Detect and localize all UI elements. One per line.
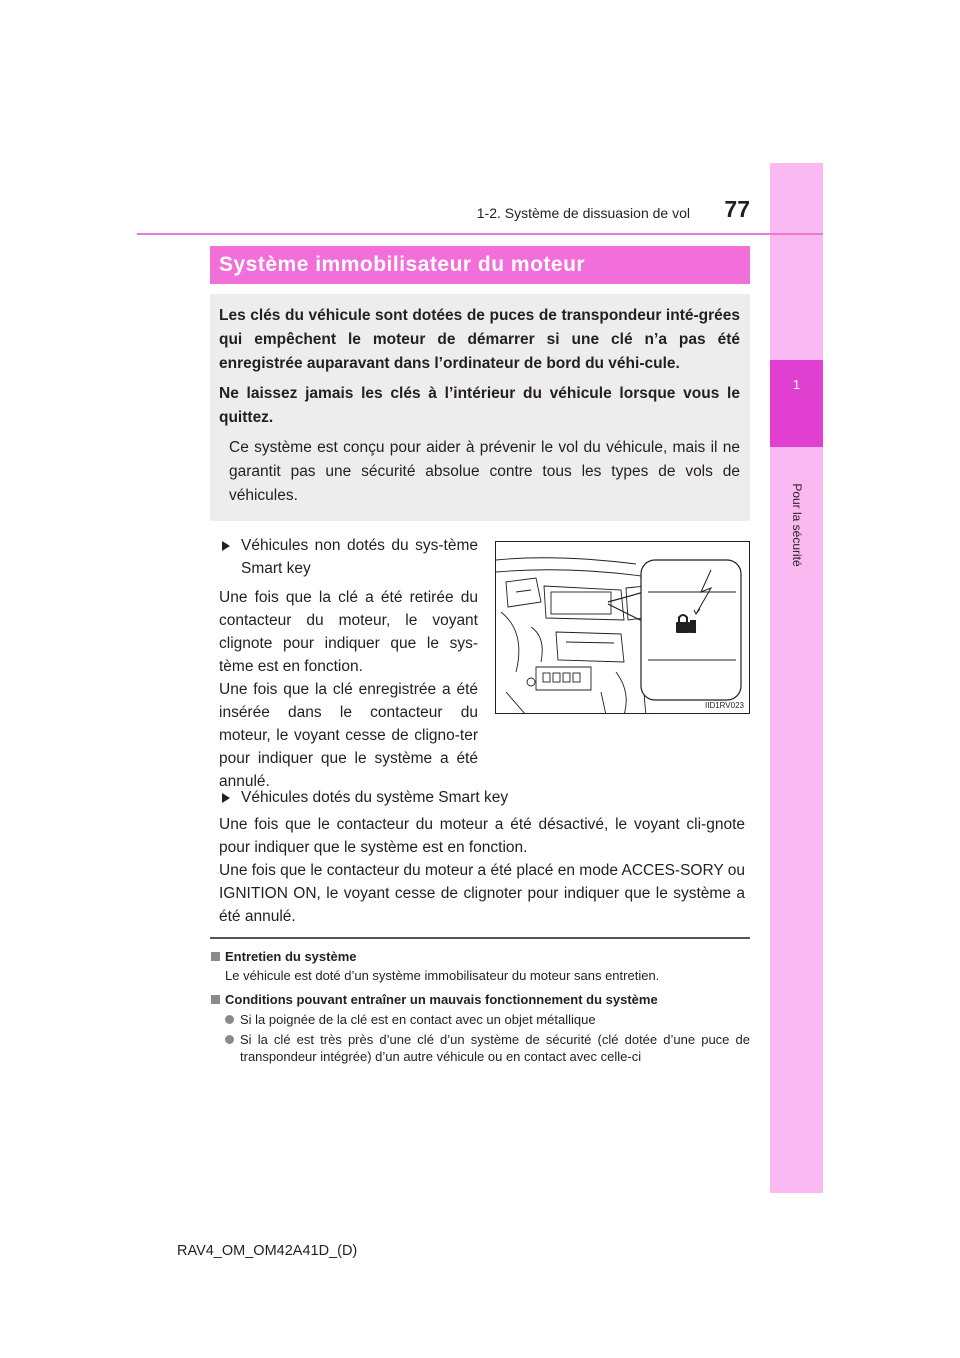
chapter-title: Pour la sécurité (790, 483, 804, 567)
section-smart-key-heading: Véhicules dotés du système Smart key (219, 786, 745, 809)
chapter-number-tab (770, 360, 823, 447)
figure-code: IID1RV023 (705, 701, 744, 710)
page-number: 77 (724, 196, 750, 222)
note-item-2-text: Si la clé est très près d’une clé d’un système de sécurité (clé dotée d’une puce de transpondeur intégrée) d’un autre véhicule ou en contact avec celle-ci (240, 1032, 750, 1064)
intro-paragraph: Ce système est conçu pour aider à prévenir le vol du véhicule, mais il ne garantit pas une sécurité absolue contre tous les types de vols de véhicules. (229, 439, 740, 504)
section-no-smart-key-para-2: Une fois que la clé enregistrée a été insérée dans le contacteur du moteur, le voyant cesse de cligno-ter pour indiquer que le système a été annulé. (219, 681, 478, 790)
note-item-2 (210, 1031, 750, 1065)
section-smart-key-para-1: Une fois que le contacteur du moteur a été désactivé, le voyant cli-gnote pour indiquer que le système est en fonction. (219, 816, 745, 856)
intro-bold-paragraph-1: Les clés du véhicule sont dotées de puces de transpondeur inté-grées qui empêchent le moteur de démarrer si une clé n’a pas été enregistrée auparavant dans l’ordinateur de bord du véhi-cule. (219, 307, 740, 372)
section-smart-key-para-2: Une fois que le contacteur du moteur a été placé en mode ACCES-SORY ou IGNITION ON, le voyant cesse de clignoter pour indiquer que le système a été annulé. (219, 862, 745, 925)
footer-document-code: RAV4_OM_OM42A41D_(D) (177, 1243, 358, 1259)
note-body-maintenance: Le véhicule est doté d’un système immobilisateur du moteur sans entretien. (225, 968, 660, 983)
note-heading-maintenance: Entretien du système (210, 948, 750, 965)
header-rule (137, 233, 823, 235)
dashboard-drawing (496, 542, 750, 714)
note-heading-malfunction: Conditions pouvant entraîner un mauvais fonctionnement du système (210, 991, 750, 1008)
title-bar (210, 246, 750, 284)
chapter-side-tab (770, 163, 823, 1193)
chapter-title-tab (770, 455, 823, 595)
notes-section (210, 945, 750, 1065)
header-section-title: 1-2. Système de dissuasion de vol (476, 205, 690, 221)
chapter-number: 1 (792, 377, 801, 392)
section-no-smart-key (219, 534, 478, 793)
section-no-smart-key-para-1: Une fois que la clé a été retirée du contacteur du moteur, le voyant clignote pour indiquer que le sys-tème est en fonction. (219, 589, 478, 675)
section-smart-key (219, 786, 745, 928)
note-item-1 (210, 1011, 750, 1028)
intro-box (210, 294, 750, 521)
intro-bold-paragraph-2: Ne laissez jamais les clés à l’intérieur du véhicule lorsque vous le quittez. (219, 385, 740, 426)
section-no-smart-key-heading: Véhicules non dotés du sys-tème Smart key (219, 534, 478, 580)
page-title: Système immobilisateur du moteur (219, 253, 586, 276)
dashboard-illustration (495, 541, 750, 714)
note-item-1-text: Si la poignée de la clé est en contact avec un objet métallique (240, 1012, 596, 1027)
notes-divider (210, 937, 750, 939)
